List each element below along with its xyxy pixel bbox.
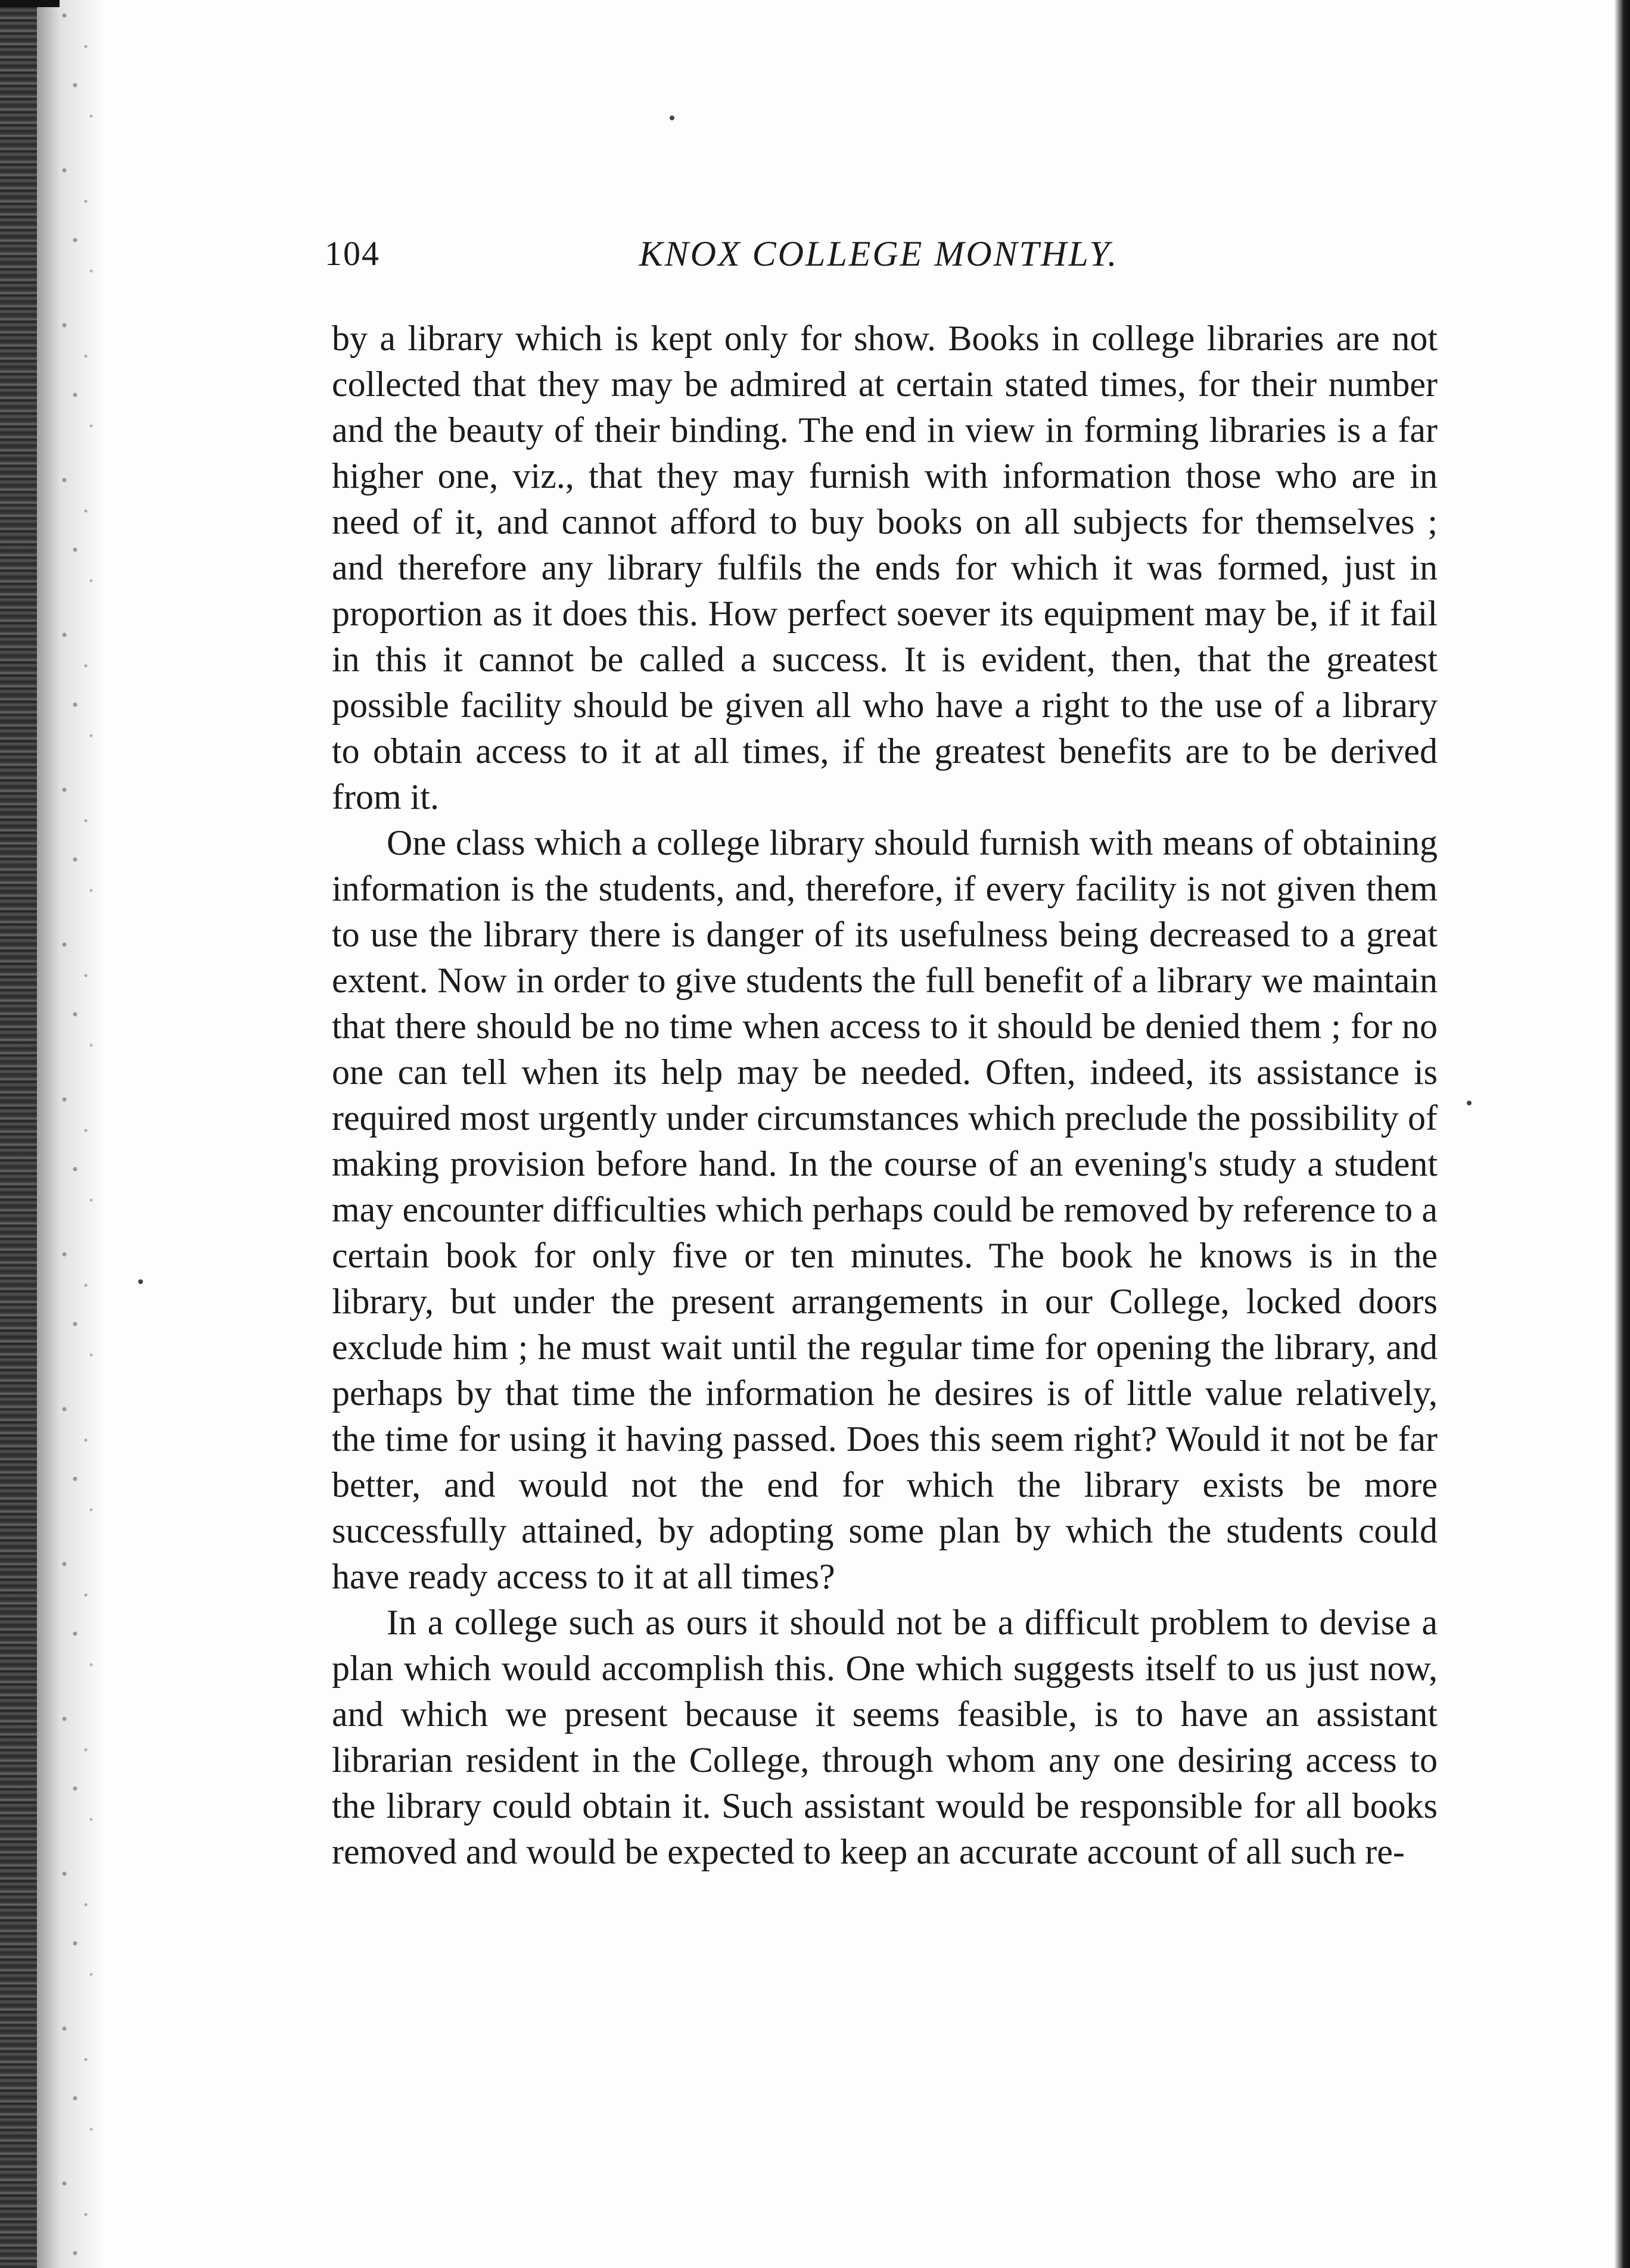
top-edge-mark — [0, 0, 60, 7]
right-edge-shadow — [1615, 0, 1630, 2268]
scan-speck — [1467, 1101, 1472, 1105]
article-body — [332, 316, 1438, 1875]
paragraph: One class which a college library should furnish with means of obtaining information is the students, and, therefore, if every facility is not given them to use the library there is danger of its usefulness being decreased to a great extent. Now in order to give students the full benefit of a library we maintain that there should be no time when access to it should be denied them ; for no one can tell when its help may be needed. Often, indeed, its assistance is required most urgently under circumstances which preclude the possibility of making provision before hand. In the course of an evening's study a student may encounter difficulties which perhaps could be removed by reference to a certain book for only five or ten minutes. The book he knows is in the library, but under the present arrangements in our College, locked doors exclude him ; he must wait until the regular time for opening the library, and perhaps by that time the information he desires is of little value relatively, the time for using it having passed. Does this seem right? Would it not be far better, and would not the end for which the library exists be more successfully attained, by adopting some plan by which the students could have ready access to it at all times? — [332, 823, 1438, 1596]
binding-shadow — [0, 0, 37, 2268]
running-title: KNOX COLLEGE MONTHLY. — [639, 234, 1119, 273]
scan-speck — [670, 116, 674, 120]
paragraph: In a college such as ours it should not be a difficult problem to devise a plan which would accomplish this. One which suggests itself to us just now, and which we present because it seems feasible, is to have an assistant librarian resident in the College, through whom any one desiring access to the library could obtain it. Such assistant would be responsible for all books removed and would be expected to keep an accurate account of all such re- — [332, 1603, 1438, 1871]
paragraph: by a library which is kept only for show. Books in college libraries are not collected that they may be admired at certain stated times, for their number and the beauty of their binding. The end in view in forming libraries is a far higher one, viz., that they may furnish with information those who are in need of it, and cannot afford to buy books on all subjects for themselves ; and therefore any library fulfils the ends for which it was formed, just in proportion as it does this. How perfect soever its equipment may be, if it fail in this it cannot be called a success. It is evident, then, that the greatest possible facility should be given all who have a right to the use of a library to obtain access to it at all times, if the greatest benefits are to be derived from it. — [332, 319, 1438, 817]
page-number: 104 — [325, 234, 380, 273]
binding-specks — [54, 0, 107, 2268]
page-header — [325, 233, 1433, 281]
scan-speck — [138, 1279, 143, 1284]
